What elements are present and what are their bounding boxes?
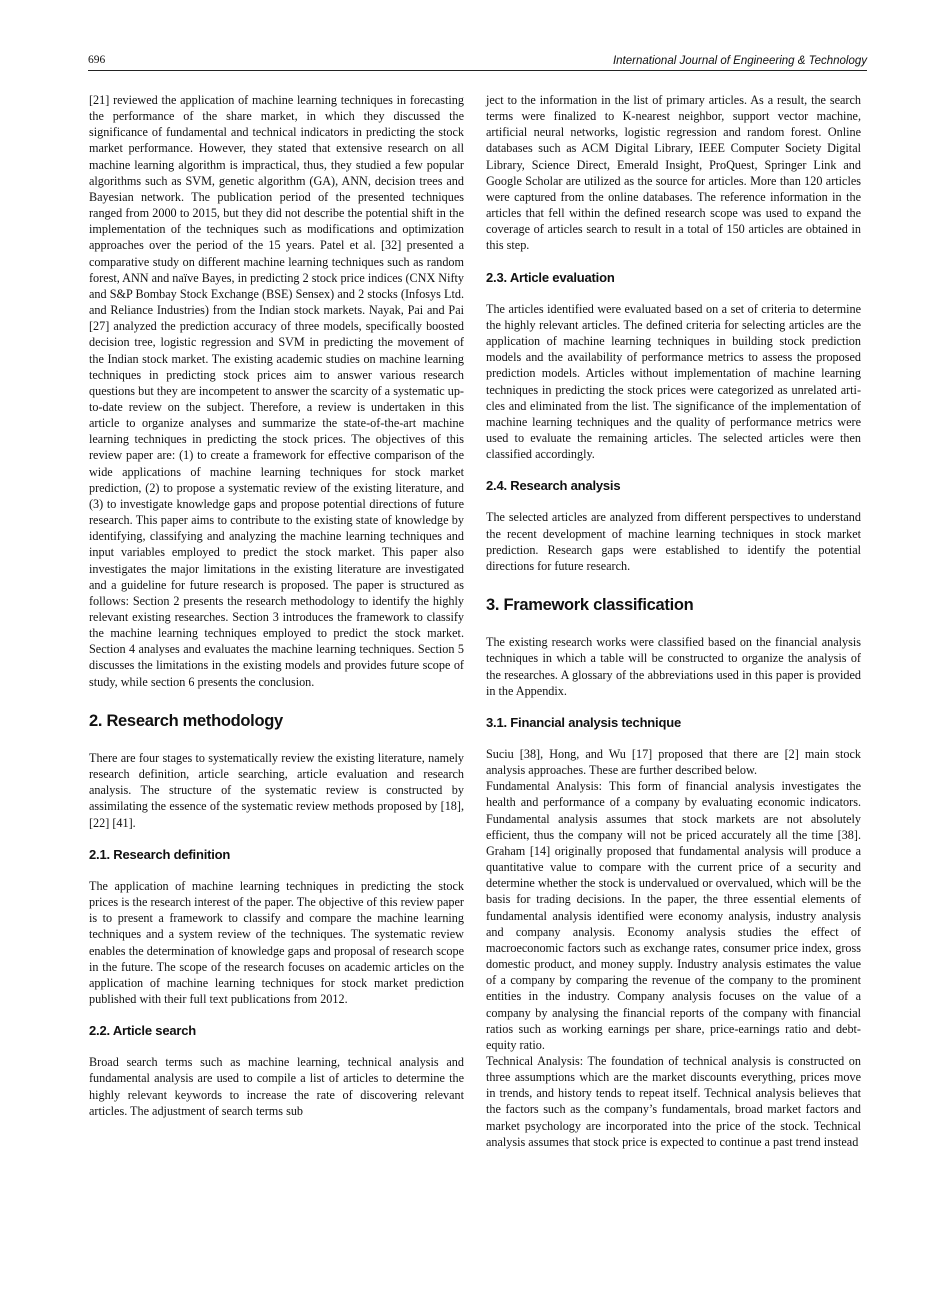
section-2-3-heading: 2.3. Article evaluation <box>486 269 615 285</box>
section-2-2-heading: 2.2. Article search <box>89 1023 197 1039</box>
section-3-1-paragraph-1: Suciu [38], Hong, and Wu [17] proposed that there are [2] main stock analysis approaches. These are further described below. <box>486 747 861 778</box>
continued-paragraph: ject to the information in the list of primary articles. As a result, the search terms were finalized to K-nearest neighbor, support vector machine, artificial neural networks, logistic regression and random forest. Online databases such as ACM Digital Library, IEEE Computer Society Digital Library, Science Direct, Emerald Insight, ProQuest, Springer Link and Google Scholar are utilized as the source for articles. More than 120 articles were captured from the online databases. The reference information in the articles that fell within the defined research scope was used to expand the coverage of articles search to result in a total of 150 articles are obtained in this step. <box>486 93 861 253</box>
technical-analysis-paragraph: Technical Analysis: The foundation of technical analysis is constructed on three assumptions which are the market discounts everything, prices move in trends, and history tends to repeat itself. Technical analysis believes that the factors such as the company’s fundamentals, broad market factors and market psychology are incorporated into the price of the stock. Technical analysis assumes that stock price is expected to continue a past trend instead <box>486 1053 861 1149</box>
section-2-1-heading: 2.1. Research definition <box>89 846 231 862</box>
section-2-paragraph: There are four stages to systematically review the existing literature, namely research definition, article searching, article evaluation and research analysis. The structure of the systematic review is constructed by assimilating the essence of the systematic review methods proposed by [18], [22] [41]. <box>89 750 464 830</box>
fundamental-analysis-paragraph: Fundamental Analysis: This form of financial analysis investigates the health and performance of a company by evaluating economic indicators. Fundamental analysis assumes that stock markets are not absolutely efficient, thus the company will not be priced accurately all the time [38]. Graham [14] originally proposed that fundamental analysis will produce a quantitative value to compare with the current price of a security and determine whether the stock is undervalued or overvalued, which will be the basis for trading decisions. In the paper, the three essential elements of fundamental analysis identified were economy analysis, industry analysis and company analysis. Economy analysis studies the effect of macroeconomic factors such as exchange rates, consumer price index, gross domestic product, and money supply. Industry analysis estimates the value of a company by comparing the revenue of the company to the prominent entities in the industry. Company analysis focuses on the value of a company by analysing the financial reports of the company with financial ratios such as working earnings per share, price-earnings ratio and debt-equity ratio. <box>486 779 861 1052</box>
page-number: 696 <box>88 54 106 66</box>
right-column <box>486 92 861 1150</box>
section-2-1-paragraph: The application of machine learning techniques in predicting the stock prices is the research interest of the paper. The objective of this review paper is to present a framework to classify and compare the machine learning techniques and a system review of the techniques. The systematic review enables the determination of knowledge gaps and proposal of research scope in the future. The scope of the research focuses on academic articles on the application of machine learning techniques for stock market prediction published with their full text publications from 2012. <box>89 878 464 1006</box>
page-header <box>88 54 867 71</box>
intro-paragraph: [21] reviewed the application of machine learning techniques in forecasting the performance of the share market, in which they discussed the significance of fundamental and technical indicators in predicting the stock market performance. However, they stated that extensive research on all machine learning algorithm is impractical, thus, they studied a few popular algorithms such as SVM, genetic algorithm (GA), ANN, decision trees and Bayesian network. The publication period of the presented techniques ranged from 2000 to 2015, but they did not describe the potential shift in the implementation of the techniques such as modifications and optimization approaches over the period of the 15 years. Patel et al. [32] presented a comparative study on different machine learning techniques such as random forest, ANN and naïve Bayes, in predicting 2 stock price indices (CNX Nifty and S&P Bombay Stock Exchange (BSE) Sensex) and 2 stocks (Infosys Ltd. and Reliance Industries) from the Indian stock markets. Nayak, Pai and Pai [27] analyzed the prediction accuracy of three models, specifically boosted decision tree, logistic regression and SVM in predicting the movement of the Indian stock market. The existing academic studies on machine learning techniques in predicting stock prices aim to answer various research questions but they are incompetent to answer the scarcity of a systematic up-to-date review on the subject. Therefore, a review is undertaken in this article to organize analyses and summarize the state-of-the-art machine learning techniques in predicting the stock prices. The objectives of this review paper are: (1) to create a framework for effective comparison of the wide applications of machine learning techniques for stock market prediction, (2) to propose a systematic review of the existing literature, and (3) to investigate knowledge gaps and propose potential directions of future research. This paper aims to contribute to the existing state of knowledge by identifying, classifying and analyzing the machine learning techniques and input variables employed to predict the stock market. This paper also investigates the major limitations in the existing literature are investigated and a guideline for future research is proposed. The paper is structured as follows: Section 2 presents the research methodology to identify the highly relevant existing researches. Section 3 introduces the framework to classify the machine learning techniques employed to predict the stock market. Section 4 analyses and evaluates the machine learning techniques. Section 5 discusses the limitations in the existing models and provides future scope of study, while section 6 presents the conclusion. <box>89 93 465 689</box>
section-3-paragraph: The existing research works were classified based on the financial analysis techniques in which a table will be constructed to organize the analysis of the researches. A glossary of the abbreviations used in this paper is provided in the Appendix. <box>486 635 861 698</box>
section-2-3-paragraph: The articles identified were evaluated based on a set of criteria to determine the highly relevant articles. The defined criteria for selecting articles are the application of machine learning techniques in building stock prediction models and the availability of performance metrics to assess the proposed prediction models. Articles without implementation of machine learning techniques in predicting the stock prices were categorized as unrelated articles and eliminated from the list. The significance of the implementation of machine learning techniques and the quality of performance metrics were used to evaluate the remaining articles. The selected articles were then classified accordingly. <box>486 301 861 462</box>
section-2-4-heading: 2.4. Research analysis <box>486 478 621 494</box>
section-2-heading: 2. Research methodology <box>89 711 283 730</box>
section-2-2-paragraph: Broad search terms such as machine learning, technical analysis and fundamental analysis are used to compile a list of articles to determine the highly relevant keywords to increase the rate of discovering relevant articles. The adjustment of search terms sub <box>89 1055 464 1118</box>
section-3-1-heading: 3.1. Financial analysis technique <box>486 714 681 730</box>
section-3-heading: 3. Framework classification <box>486 596 694 615</box>
section-2-4-paragraph: The selected articles are analyzed from different perspectives to understand the recent development of machine learning techniques in stock market prediction. Research gaps were established to identify the potential directions for future research. <box>486 510 861 573</box>
left-column <box>89 92 464 1119</box>
journal-title: International Journal of Engineering & Technology <box>612 55 867 67</box>
